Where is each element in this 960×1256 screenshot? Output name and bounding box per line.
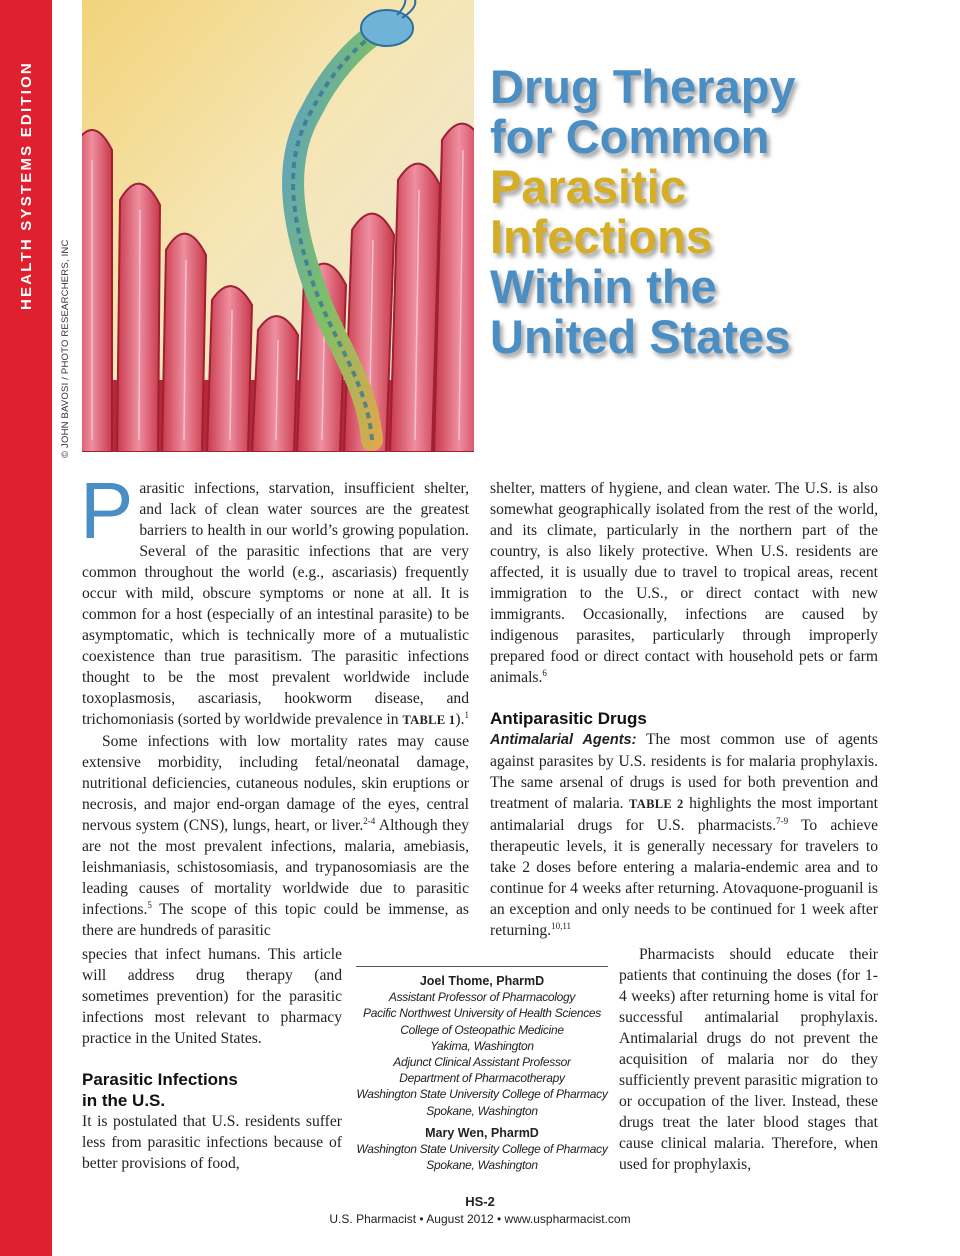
right-column-upper [490,478,878,941]
paragraph-2: Some infections with low mortality rates may cause extensive morbidity, including fetal/neonatal damage, nutritional deficiencies, cutaneous nodules, skin eruptions or necrosis, and major end-organ damage of the eyes, central nervous system (CNS), lungs, heart, or liver.$^{2-4}$ Although they are not the most prevalent infections, malaria, amebiasis, leishmaniasis, schistosomiasis, and trypanosomiasis are the leading causes of mortality worldwide due to parasitic infections.$^5$ The scope of this topic could be immense, as there are hundreds of parasitic [82,733,469,939]
edition-sidebar [0,0,52,1256]
drop-cap: P [80,466,134,555]
parasite-illustration [82,0,474,452]
section-heading-antiparasitic-drugs: Antiparasitic Drugs [490,709,647,728]
table-1-ref: TABLE 1 [402,713,456,727]
title-line-2: for Common [490,110,770,163]
paragraph-6: Pharmacists should educate their patients that continuing the doses (for 1-4 weeks) after returning home is vital for successful antimalarial prophylaxis. Antimalarial drugs do not prevent the acquisition of malaria nor do they sufficiently prevent parasitic migration to or occupation of the liver. Instead, these drugs treat the later blood stages that cause clinical malaria. Therefore, when used for prophylaxis, [619,946,878,1173]
article-title [490,62,930,362]
left-column-upper [80,466,469,941]
title-line-6: United States [490,310,791,363]
author-2-name: Mary Wen, PharmD [425,1125,539,1140]
intro-paragraph: Parasitic infections, starvation, insufficient shelter, and lack of clean water sources are the greatest barriers to health in our world’s growing population. Several of the parasitic infections that are very common throughout the world (e.g., ascariasis) frequently occur with mild, obscure symptoms or none at all. It is common for a host (especially of an intestinal parasite) to be asymptomatic, which is technically more of a mutualistic coexistence than true parasitism. The parasitic infections thought to be the most prevalent worldwide include toxoplasmosis, ascariasis, hookworm disease, and trichomoniasis (sorted by worldwide prevalence in TABLE 1).$^1$ [80,466,469,728]
edition-label: HEALTH SYSTEMS EDITION [18,61,35,310]
title-line-4: Infections [490,210,712,263]
footer-line: U.S. Pharmacist • August 2012 • www.uspharmacist.com [329,1212,631,1226]
title-line-1: Drug Therapy [490,60,796,113]
intestinal-villi-image [82,0,474,452]
section-heading-parasitic-infections: Parasitic Infections in the U.S. [82,1070,238,1110]
page-number: HS-2 [465,1194,495,1209]
paragraph-5: Antimalarial Agents: The most common use of agents against parasites by U.S. residents is for malaria prophylaxis. The same arsenal of drugs is used for both prevention and treatment of malaria. TABLE 2 highlights the most important antimalarial drugs for U.S. pharmacists.$^{7-9}$ To achieve therapeutic levels, it is generally necessary for travelers to take 2 doses before entering a malaria-endemic area and to continue for 4 weeks after returning. Atovaquone-proguanil is an exception and only needs to be continued for 1 week after returning.$^{10,11}$ [490,731,878,939]
author-1-name: Joel Thome, PharmD [419,974,545,988]
title-line-3: Parasitic [490,160,686,213]
right-column-lower [619,944,878,1175]
title-line-5: Within the [490,260,717,313]
paragraph-2-cont: species that infect humans. This article will address drug therapy (and sometimes prevention) for the parasitic infections most relevant to pharmacy practice in the United States. [82,946,342,1047]
left-column-lower [82,944,342,1174]
ref-1: 1 [464,710,469,720]
table-2-ref: TABLE 2 [629,797,684,811]
paragraph-4: shelter, matters of hygiene, and clean water. The U.S. is also somewhat geographically isolated from the rest of the world, and its climate, particularly in the northern part of the country, is also likely protective. When U.S. residents are affected, it is usually due to travel to tropical areas, recent immigration to the U.S., or direct contact with new immigrants. Occasionally, infections are caused by indigenous parasites, particularly through improperly prepared food or direct contact with household pets or farm animals.$^6$ [490,480,878,686]
paragraph-3: It is postulated that U.S. residents suffer less from parasitic infections because of better provisions of food, [82,1113,342,1172]
author-box: Joel Thome, PharmD Assistant Professor of Pharmacology Pacific Northwest University of Health Sciences College of Osteopathic Medicine Yakima, Washington Adjunct Clinical Assistant Professor Department of Pharmacotherapy Washington State University College of Pharmacy Spokane, Washington Mary Wen, PharmD Washington State University College of Pharmacy Spokane, Washington [356,966,608,1173]
image-credit: © JOHN BAVOSI / PHOTO RESEARCHERS, INC [60,239,71,458]
subheading-antimalarial: Antimalarial Agents: [490,732,637,748]
